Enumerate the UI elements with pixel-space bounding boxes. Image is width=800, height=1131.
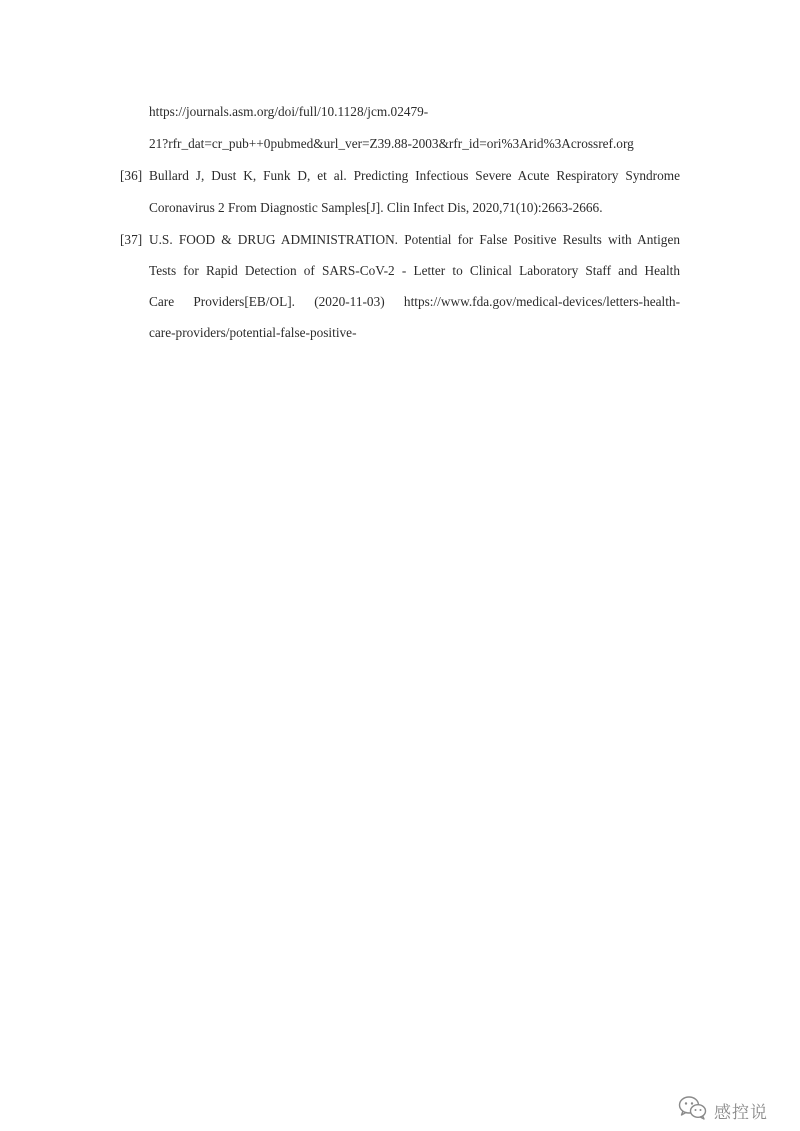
reference-37-line: Care Providers[EB/OL]. (2020-11-03) https://www.fda.gov/medical-devices/letters-health-	[149, 294, 680, 309]
reference-37-line: Tests for Rapid Detection of SARS-CoV-2 - Letter to Clinical Laboratory Staff and Health	[149, 263, 680, 278]
wechat-icon	[678, 1095, 708, 1126]
reference-37-line: care-providers/potential-false-positive-	[149, 325, 357, 340]
reference-36-line: Coronavirus 2 From Diagnostic Samples[J]. Clin Infect Dis, 2020,71(10):2663-2666.	[149, 200, 603, 215]
reference-37-line: U.S. FOOD & DRUG ADMINISTRATION. Potential for False Positive Results with Antigen	[149, 232, 680, 247]
reference-36-line: Bullard J, Dust K, Funk D, et al. Predicting Infectious Severe Acute Respiratory Syndrome	[149, 168, 680, 183]
reference-continuation-line: 21?rfr_dat=cr_pub++0pubmed&url_ver=Z39.88-2003&rfr_id=ori%3Arid%3Acrossref.org	[149, 136, 634, 151]
reference-continuation-line: https://journals.asm.org/doi/full/10.1128/jcm.02479-	[149, 104, 429, 119]
reference-number: [36]	[120, 168, 143, 183]
watermark-text: 感控说	[714, 1102, 768, 1123]
reference-number: [37]	[120, 232, 143, 247]
watermark	[678, 1095, 768, 1125]
